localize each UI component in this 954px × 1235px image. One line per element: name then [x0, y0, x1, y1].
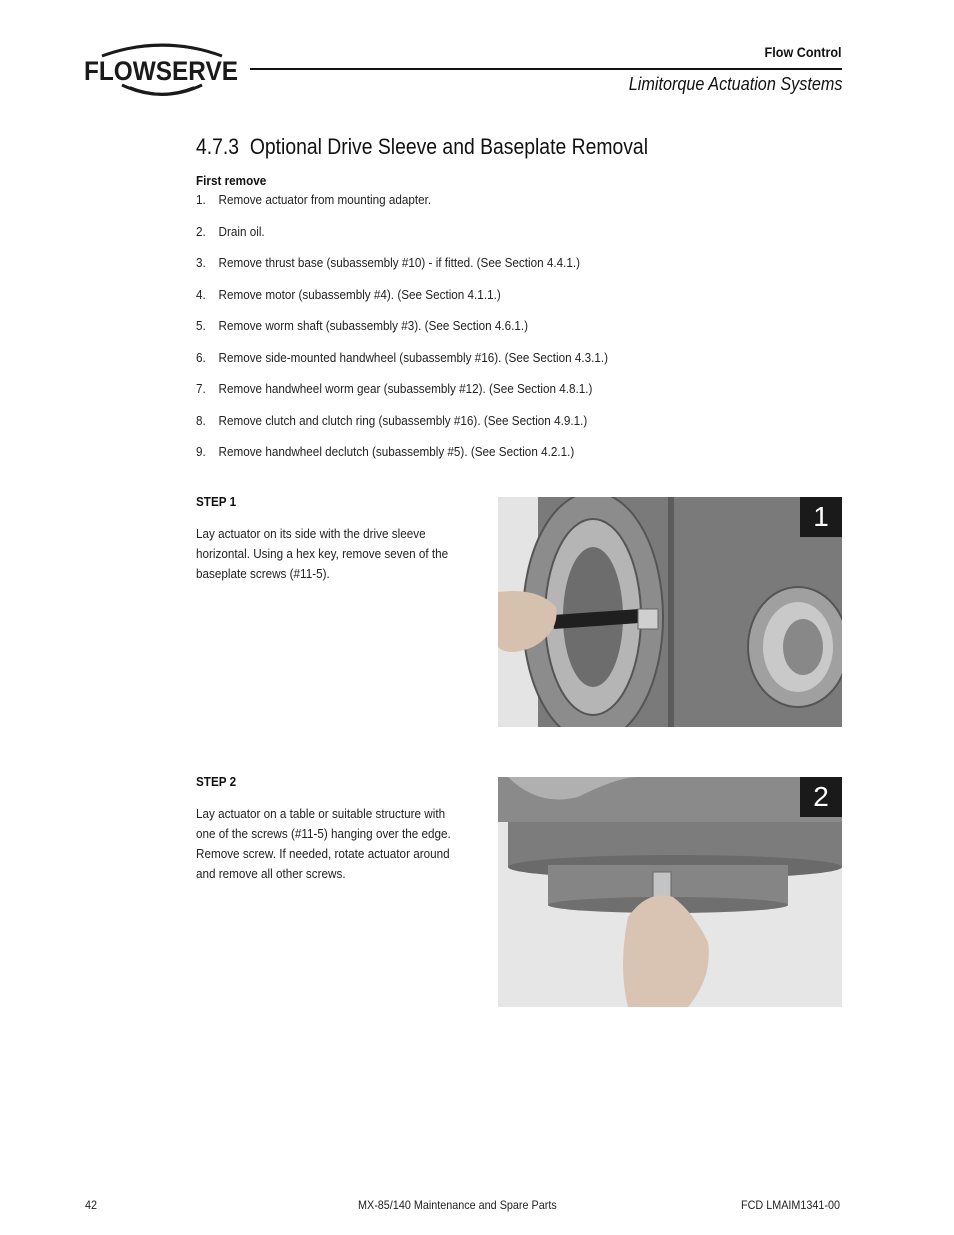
step-2-text: Lay actuator on a table or suitable structure with one of the screws (#11-5) hanging over the edge. Remove screw. If needed, rotate actuator around and remove all other screws.	[196, 806, 451, 881]
document-title: MX-85/140 Maintenance and Spare Parts	[358, 1198, 557, 1212]
step-2-heading: STEP 2	[196, 774, 237, 789]
step-1-heading: STEP 1	[196, 494, 237, 509]
page-number: 42	[85, 1198, 98, 1212]
first-remove-label: First remove	[196, 173, 267, 188]
photo-number-badge: 1	[800, 497, 842, 537]
list-item	[196, 318, 528, 333]
list-item	[196, 413, 587, 428]
list-item-number: 5.	[196, 318, 206, 333]
list-item-number: 8.	[196, 413, 206, 428]
list-item-number: 9.	[196, 444, 206, 459]
logo-wordmark: FLOWSERVE	[84, 56, 238, 86]
list-item-number: 2.	[196, 224, 206, 239]
flowserve-logo	[82, 38, 242, 100]
list-item-text: Remove handwheel worm gear (subassembly #12). (See Section 4.8.1.)	[218, 381, 593, 396]
header-subtitle: Limitorque Actuation Systems	[628, 74, 842, 94]
photo-number-badge: 2	[800, 777, 842, 817]
header-rule	[250, 68, 842, 70]
section-title: 4.7.3 Optional Drive Sleeve and Baseplate Removal	[196, 134, 649, 159]
list-item-text: Remove motor (subassembly #4). (See Section 4.1.1.)	[218, 287, 501, 302]
list-item	[196, 192, 431, 207]
list-item-text: Drain oil.	[218, 224, 265, 239]
list-item	[196, 444, 574, 459]
list-item	[196, 287, 501, 302]
list-item-text: Remove thrust base (subassembly #10) - if fitted. (See Section 4.4.1.)	[218, 255, 581, 270]
list-item-number: 1.	[196, 192, 206, 207]
list-item	[196, 224, 265, 239]
step-1-text: Lay actuator on its side with the drive sleeve horizontal. Using a hex key, remove seven of the baseplate screws (#11-5).	[196, 526, 449, 581]
list-item-text: Remove worm shaft (subassembly #3). (See Section 4.6.1.)	[218, 318, 529, 333]
list-item-text: Remove side-mounted handwheel (subassembly #16). (See Section 4.3.1.)	[218, 350, 609, 365]
document-code: FCD LMAIM1341-00	[740, 1198, 840, 1212]
division-label: Flow Control	[765, 44, 842, 60]
list-item	[196, 381, 592, 396]
list-item-number: 3.	[196, 255, 206, 270]
list-item-number: 7.	[196, 381, 206, 396]
list-item-text: Remove actuator from mounting adapter.	[218, 192, 432, 207]
list-item	[196, 255, 580, 270]
step-1-photo	[498, 497, 842, 727]
list-item-number: 6.	[196, 350, 206, 365]
list-item-number: 4.	[196, 287, 206, 302]
step-2-photo	[498, 777, 842, 1007]
list-item-text: Remove handwheel declutch (subassembly #5). (See Section 4.2.1.)	[218, 444, 575, 459]
list-item-text: Remove clutch and clutch ring (subassembly #16). (See Section 4.9.1.)	[218, 413, 588, 428]
list-item	[196, 350, 608, 365]
